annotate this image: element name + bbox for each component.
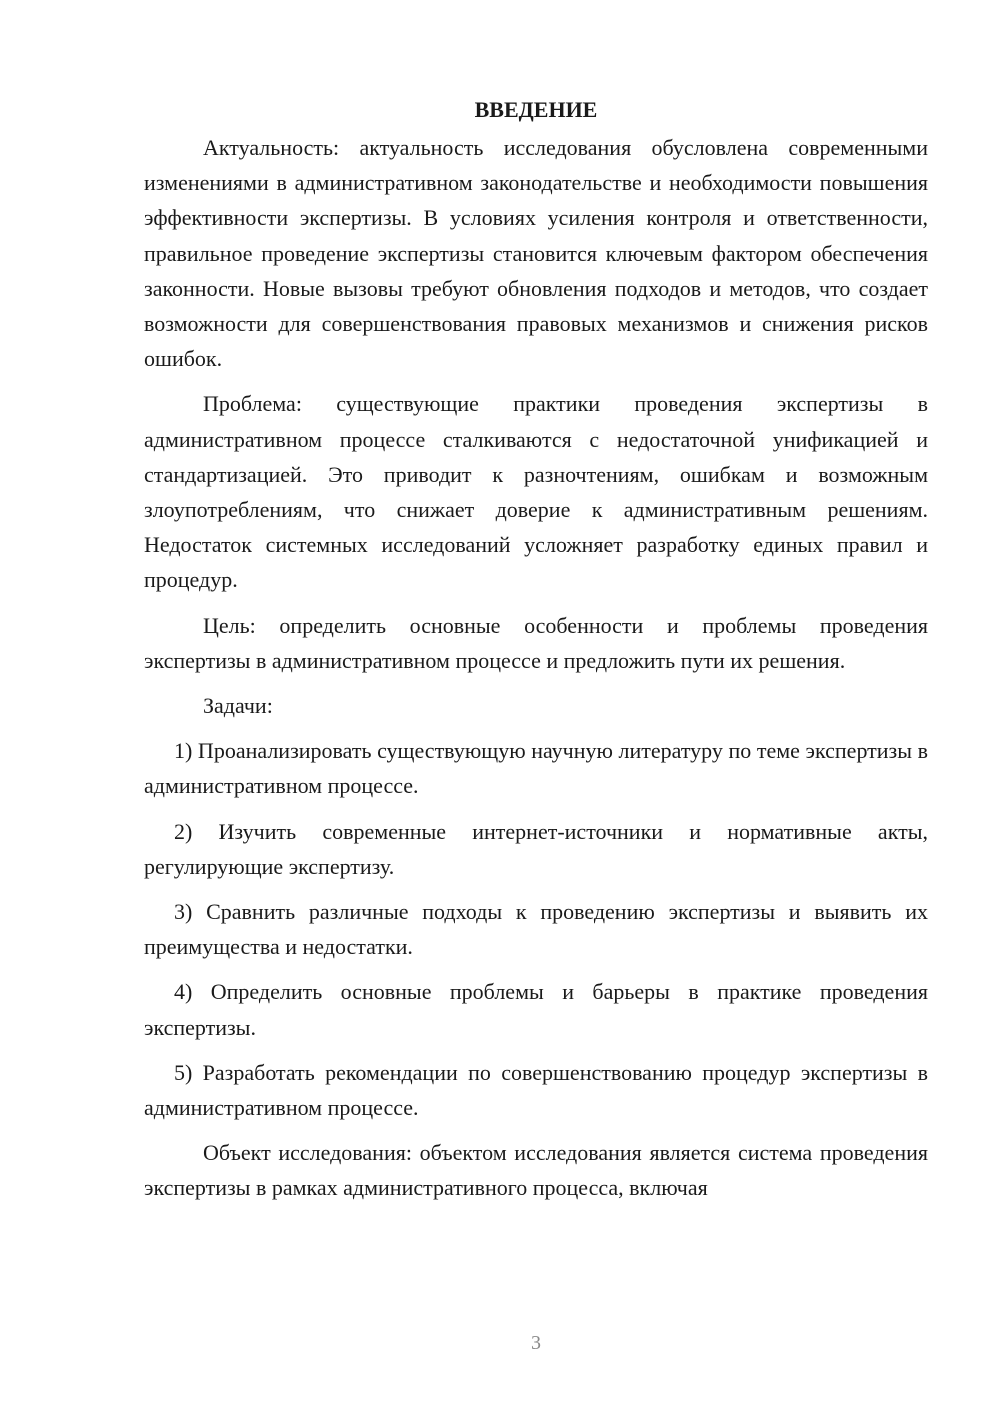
paragraph-goal: Цель: определить основные особенности и проблемы проведения экспертизы в административном процессе и предложить пути их решения. xyxy=(144,612,928,673)
task-item-2: 2) Изучить современные интернет-источники и нормативные акты, регулирующие экспертизу. xyxy=(144,818,928,879)
task-item-1: 1) Проанализировать существующую научную литературу по теме экспертизы в административном процессе. xyxy=(144,738,928,799)
paragraph-object: Объект исследования: объектом исследования является система проведения экспертизы в рамках административного процесса, включая xyxy=(144,1140,928,1201)
page-content xyxy=(144,92,928,1216)
paragraph-problem: Проблема: существующие практики проведения экспертизы в административном процессе сталкиваются с недостаточной унификацией и стандартизацией. Это приводит к разночтениям, ошибкам и возможным злоупотреблениям, что снижает доверие к административным решениям. Недостаток системных исследований усложняет разработку единых правил и процедур. xyxy=(144,391,928,593)
tasks-label: Задачи: xyxy=(203,693,273,719)
page-title: ВВЕДЕНИЕ xyxy=(474,97,598,122)
task-item-5: 5) Разработать рекомендации по совершенствованию процедур экспертизы в административном процессе. xyxy=(144,1059,928,1121)
page-number: 3 xyxy=(531,1332,541,1354)
task-item-3: 3) Сравнить различные подходы к проведению экспертизы и выявить их преимущества и недостатки. xyxy=(144,899,928,960)
task-item-4: 4) Определить основные проблемы и барьеры в практике проведения экспертизы. xyxy=(144,979,928,1040)
paragraph-relevance: Актуальность: актуальность исследования обусловлена современными изменениями в административном законодательстве и необходимости повышения эффективности экспертизы. В условиях усиления контроля и ответственности, правильное проведение экспертизы становится ключевым фактором обеспечения законности. Новые вызовы требуют обновления подходов и методов, что создает возможности для совершенствования правовых механизмов и снижения рисков ошибок. xyxy=(144,135,928,372)
